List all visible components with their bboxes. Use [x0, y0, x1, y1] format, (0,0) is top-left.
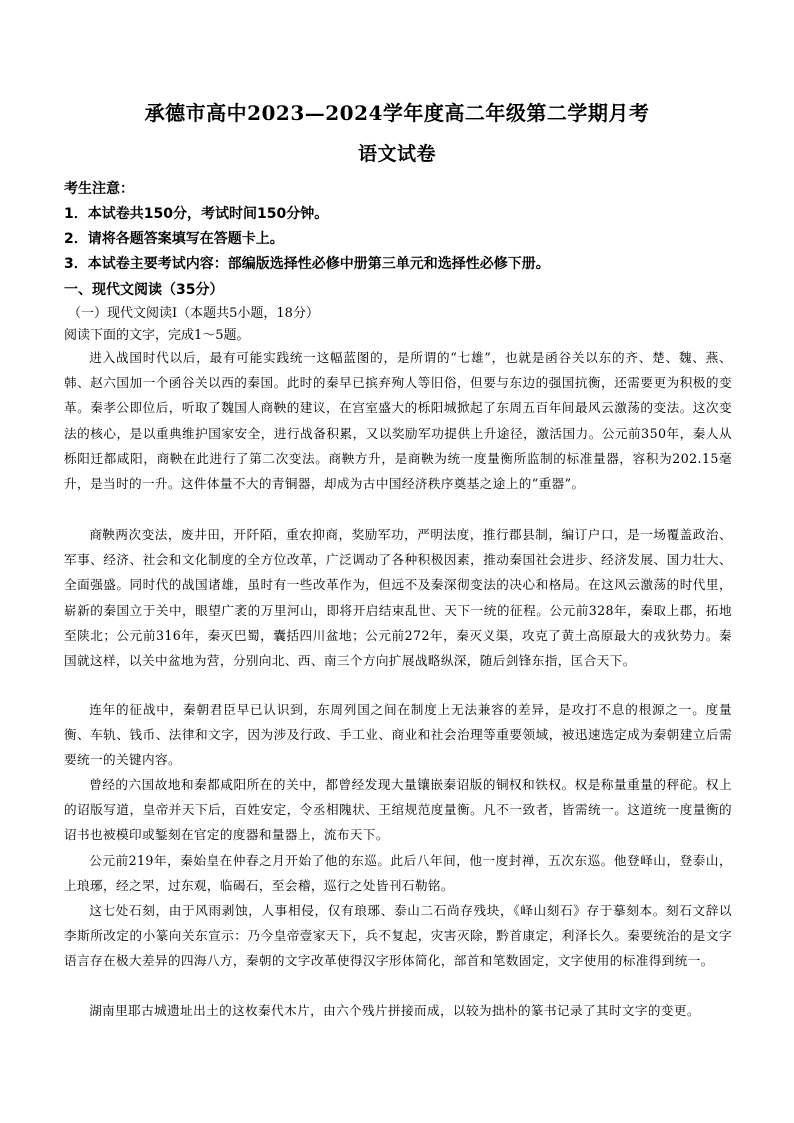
reading-instruction: 阅读下面的文字，完成1～5题。: [64, 328, 250, 343]
exam-title: 承德市高中2023—2024学年度高二年级第二学期月考: [144, 101, 650, 125]
section-title: 一、现代文阅读（35分）: [64, 282, 224, 298]
passage-paragraph: 商鞅两次变法，废井田，开阡陌，重农抑商，奖励军功，严明法度，推行郡县制，编订户口，是一场覆盖政治、军事、经济、社会和文化制度的全方位改革，广泛调动了各种积极因素，推动秦国社会进步、经济发展、国力壮大、全面强盛。同时代的战国诸雄，虽时有一些改革作为，但远不及秦深彻变法的决心和格局。在这风云激荡的时代里，崭新的秦国立于关中，眼望广袤的万里河山，即将开启结束乱世、天下一统的征程。公元前328年，秦取上郡，拓地至陕北；公元前316年，秦灭巴蜀，囊括四川盆地；公元前272年，秦灭义渠，攻克了黄土高原最大的戎狄势力。秦国就这样，以关中盆地为营，分别向北、西、南三个方向扩展战略纵深，随后剑锋东指，匡合天下。: [64, 527, 732, 669]
exam-subtitle: 语文试卷: [357, 143, 436, 165]
notice-item: 1．本试卷共150分，考试时间150分钟。: [64, 206, 329, 222]
section-subtitle: （一）现代文阅读Ⅰ（本题共5小题，18分）: [68, 306, 319, 321]
passage-paragraph: 这七处石刻，由于风雨剥蚀，人事相侵，仅有琅琊、泰山二石尚存残块，《峄山刻石》存于摹刻本。刻石文辞以李斯所改定的小篆向关东宣示：乃今皇帝壹家天下，兵不复起，灾害灭除，黔首康定，利泽长久。秦要统治的是文字语言存在极大差异的四海八方，秦朝的文字改革使得汉字形体简化，部首和笔数固定，文字使用的标准得到统一。: [64, 903, 732, 969]
passage-paragraph: 连年的征战中，秦朝君臣早已认识到，东周列国之间在制度上无法兼容的差异，是攻打不息的根源之一。度量衡、车轨、钱币、法律和文字，因为涉及行政、手工业、商业和社会治理等重要领域，被迅速选定成为秦朝建立后需要统一的关键内容。: [64, 702, 732, 768]
notice-heading: 考生注意：: [64, 181, 134, 197]
notice-item: 2．请将各题答案填写在答题卡上。: [64, 231, 284, 247]
passage-paragraph: 曾经的六国故地和秦都咸阳所在的关中，都曾经发现大量镶嵌秦诏版的铜权和铁权。权是称量重量的秤砣。权上的诏版写道，皇帝并天下后，百姓安定，令丞相隗状、王绾规范度量衡。凡不一致者，皆需统一。这道统一度量衡的诏书也被模印或錾刻在官定的度器和量器上，流布天下。: [64, 777, 732, 843]
passage-paragraph: 湖南里耶古城遗址出土的这枚秦代木片，由六个残片拼接而成，以较为拙朴的篆书记录了其时文字的变更。: [89, 1003, 700, 1018]
passage-paragraph: 进入战国时代以后，最有可能实践统一这幅蓝图的，是所谓的“七雄”，也就是函谷关以东的齐、楚、魏、燕、韩、赵六国加一个函谷关以西的秦国。此时的秦早已摈弃殉人等旧俗，但要与东边的强国抗衡，还需要更为积极的变革。秦孝公即位后，听取了魏国人商鞅的建议，在宫室盛大的栎阳城掀起了东周五百年间最风云激荡的变法。这次变法的核心，是以重典维护国家安全，进行战备积累，又以奖励军功提供上升途径，激活国力。公元前350年，秦人从栎阳迁都咸阳，商鞅在此进行了第二次变法。商鞅方升，是商鞅为统一度量衡所监制的标准量器，容积为202.15毫升，是当时的一升。这件体量不大的青铜器，却成为古中国经济秩序奠基之途上的“重器”。: [64, 350, 732, 492]
notice-item: 3．本试卷主要考试内容：部编版选择性必修中册第三单元和选择性必修下册。: [64, 256, 550, 272]
passage-paragraph: 公元前219年，秦始皇在仲春之月开始了他的东巡。此后八年间，他一度封禅，五次东巡。他登峄山，登泰山，上琅琊，经之罘，过东观，临碣石，至会稽，巡行之处皆刊石勒铭。: [64, 853, 732, 894]
